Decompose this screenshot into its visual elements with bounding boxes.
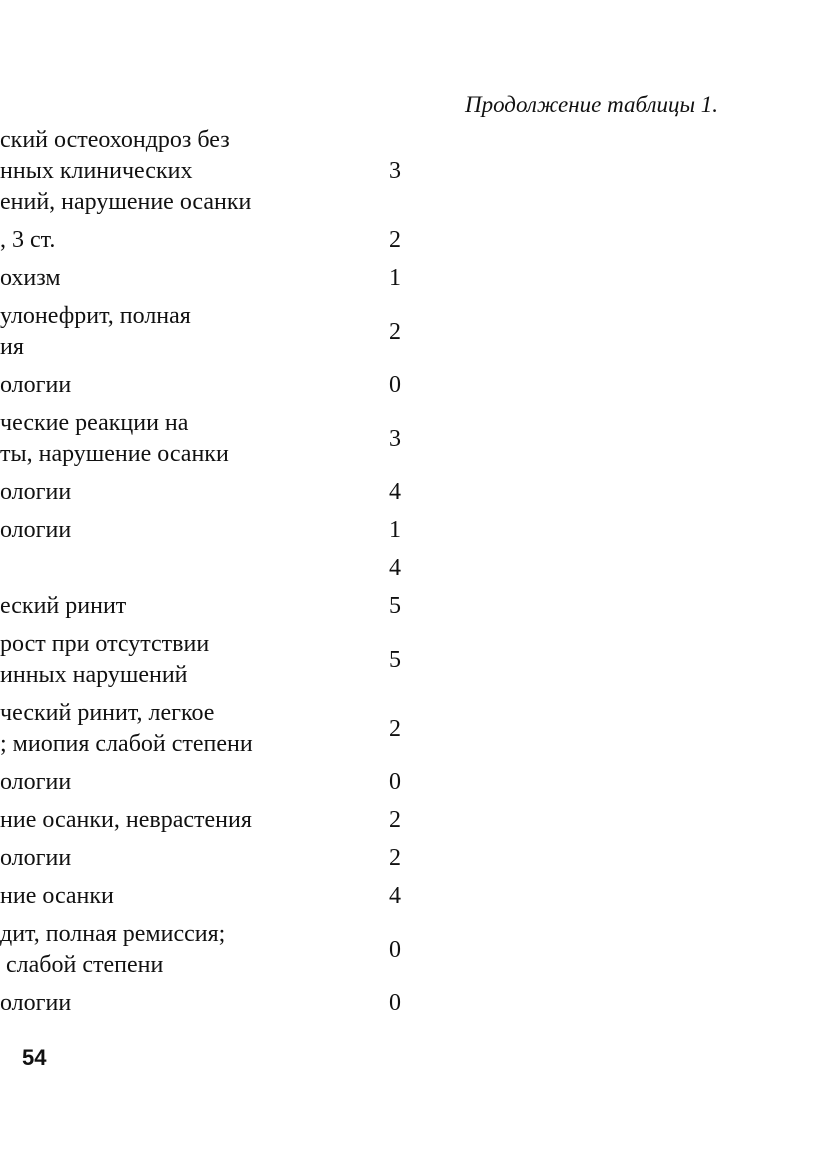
- table-row: [0, 805, 420, 836]
- score-cell: 3: [389, 425, 401, 452]
- diagnosis-cell: ологии: [0, 769, 72, 795]
- table-row: [0, 919, 420, 981]
- score-cell: 2: [389, 715, 401, 742]
- score-cell: 4: [389, 479, 401, 505]
- score-cell: 4: [389, 883, 401, 909]
- diagnosis-cell: ологии: [0, 517, 72, 543]
- diagnosis-cell: ский остеохондроз без нных клинических ений, нарушение осанки: [0, 127, 252, 215]
- diagnosis-cell: ологии: [0, 372, 72, 398]
- diagnosis-cell: охизм: [0, 265, 61, 291]
- score-cell: 5: [389, 593, 401, 619]
- table-row: [0, 988, 420, 1019]
- page-number: 54: [22, 1045, 47, 1070]
- table-row: [0, 767, 420, 798]
- table-row: [0, 301, 420, 363]
- diagnosis-cell: еский ринит: [0, 593, 127, 619]
- diagnosis-cell: ние осанки: [0, 883, 114, 909]
- score-cell: 0: [389, 990, 401, 1016]
- diagnosis-cell: ческий ринит, легкое ; миопия слабой степени: [0, 700, 253, 757]
- score-cell: 2: [389, 845, 401, 871]
- score-cell: 4: [389, 555, 401, 581]
- table-row: [0, 408, 420, 470]
- table-row: [0, 629, 420, 691]
- table-row: [0, 881, 420, 912]
- table-row: [0, 698, 420, 760]
- table-row: [0, 553, 420, 584]
- table-row: [0, 370, 420, 401]
- table-continuation-caption: Продолжение таблицы 1.: [465, 92, 719, 117]
- table-row: [0, 125, 420, 218]
- diagnosis-cell: улонефрит, полная ия: [0, 303, 191, 360]
- diagnosis-cell: , 3 ст.: [0, 227, 56, 253]
- score-cell: 0: [389, 936, 401, 963]
- score-cell: 0: [389, 372, 401, 398]
- score-cell: 3: [389, 158, 401, 184]
- table-row: [0, 591, 420, 622]
- diagnosis-cell: ние осанки, неврастения: [0, 807, 252, 833]
- diagnosis-cell: ологии: [0, 845, 72, 871]
- table-row: [0, 515, 420, 546]
- score-cell: 0: [389, 769, 401, 795]
- score-cell: 1: [389, 517, 401, 543]
- score-cell: 1: [389, 265, 401, 291]
- score-cell: 2: [389, 318, 401, 345]
- score-cell: 2: [389, 227, 401, 253]
- diagnosis-cell: дит, полная ремиссия; слабой степени: [0, 921, 226, 978]
- table-row: [0, 477, 420, 508]
- table-row: [0, 843, 420, 874]
- score-cell: 2: [389, 807, 401, 833]
- diagnosis-cell: ческие реакции на ты, нарушение осанки: [0, 410, 229, 467]
- diagnosis-cell: рост при отсутствии инных нарушений: [0, 631, 210, 688]
- table-row: [0, 225, 420, 256]
- table-row: [0, 263, 420, 294]
- diagnosis-cell: ологии: [0, 479, 72, 505]
- diagnosis-cell: ологии: [0, 990, 72, 1016]
- score-cell: 5: [389, 646, 401, 673]
